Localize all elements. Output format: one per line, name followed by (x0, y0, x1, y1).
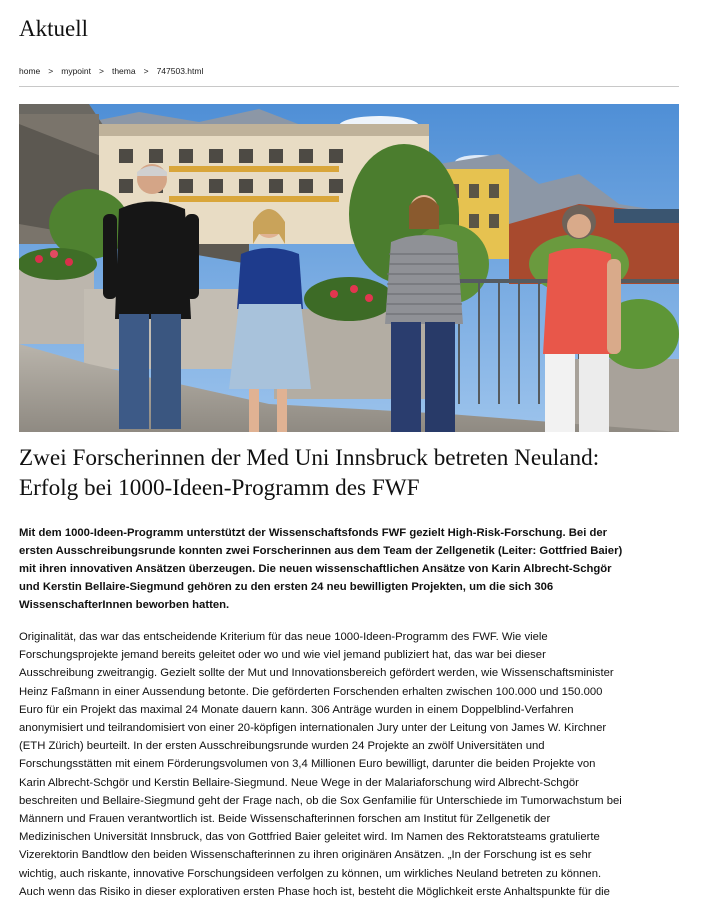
lead-line: ersten Ausschreibungsrunde konnten zwei Forscherinnen aus dem Team der Zellgenetik (Leiter: Gottfried Baier) (19, 545, 623, 557)
body-line: Euro für ein Projekt das maximal 24 Monate dauern kann. 306 Anträge wurden in einem Doppelblind-Verfahren (19, 703, 574, 716)
article-headline-line: Zwei Forscherinnen der Med Uni Innsbruck betreten Neuland: (19, 445, 600, 471)
body-line: anonymisiert und teilrandomisiert von einer 20-köpfigen internationalen Jury unter der Leitung von James W. Kirchner (19, 722, 607, 735)
body-line: Männern und Frauen verantwortlich ist. Beide Wissenschafterinnen forschen am Institut für Zellgenetik der (19, 813, 551, 826)
body-line: Heinz Faßmann in einer Aussendung betonte. Die geförderten Forschenden erhalten zwischen 100.000 und 150.000 (19, 685, 603, 698)
lead-line: und Kerstin Bellaire-Siegmund gehören zu den ersten 24 neu bewilligten Projekten, um die sich 306 (19, 581, 554, 593)
article-lead (19, 524, 689, 614)
body-line: Auch wenn das Risiko in dieser explorativen ersten Phase hoch ist, besteht die Möglichkeit erste Anhaltspunkte für die (19, 885, 610, 898)
body-line: beschreiten und Bellaire-Siegmund geht der Frage nach, ob die Sox Genfamilie für Unterschiede im Tumorwachstum bei (19, 794, 622, 807)
section-title: Aktuell (19, 16, 88, 41)
article-photo (19, 104, 679, 432)
breadcrumb-separator: > (99, 66, 104, 76)
lead-line: mit ihren innovativen Ansätzen überzeugen. Die neuen wissenschaftlichen Ansätze von Karin Albrecht-Schgör (19, 563, 612, 575)
breadcrumb-separator: > (48, 66, 54, 76)
breadcrumb (19, 66, 203, 77)
body-line: Vizerektorin Bandtlow den beiden Wissenschafterinnen zu ihren originären Ansätzen. „In der Forschung ist es sehr (19, 849, 592, 862)
breadcrumb-thema-link[interactable]: thema (111, 66, 136, 76)
lead-line: Mit dem 1000-Ideen-Programm unterstützt der Wissenschaftsfonds FWF gezielt High-Risk-Forschung. Bei der (19, 527, 608, 539)
body-line: Medizinischen Universität Innsbruck, das von Gottfried Baier geleitet wird. Im Namen des Rektoratsteams gratulierte (19, 831, 600, 844)
header-divider (19, 86, 679, 87)
body-line: (ETH Zürich) beurteilt. In der ersten Ausschreibungsrunde wurden 24 Projekte an zwölf Universitäten und (19, 740, 545, 753)
article-headline (19, 443, 689, 503)
breadcrumb-current-page-link[interactable]: 747503.html (156, 66, 204, 76)
body-line: Ausschreibung zweitrangig. Gezielt sollte der Mut und Innovationsbereich gefördert werden, wie Wissenschaftsminister (19, 667, 614, 680)
body-line: Forschungsprojekte jemand bereits geleitet oder wo und wie viel jemand publiziert hat, das war bei dieser (19, 649, 546, 662)
lead-line: WissenschafterInnen beworben hatten. (19, 599, 230, 611)
body-line: Forschungsstätten mit einem Förderungsvolumen von 3,4 Millionen Euro bewilligt, darunter die beiden Projekte von (19, 758, 596, 771)
article-headline-line: Erfolg bei 1000-Ideen-Programm des FWF (19, 475, 420, 501)
breadcrumb-mypoint-link[interactable]: mypoint (61, 66, 91, 76)
breadcrumb-home-link[interactable]: home (19, 66, 41, 76)
body-line: wichtig, auch riskante, innovative Forschungsideen verfolgen zu können, um wirkliches Neuland betreten zu können. (19, 867, 602, 880)
body-line: Originalität, das war das entscheidende Kriterium für das neue 1000-Ideen-Programm des FWF. Wie viele (19, 631, 548, 643)
article-body (19, 628, 689, 901)
body-line: Karin Albrecht-Schgör und Kerstin Bellaire-Siegmund. Neue Wege in der Malariaforschung wird Albrecht-Schgör (19, 776, 579, 789)
breadcrumb-separator: > (143, 66, 149, 76)
